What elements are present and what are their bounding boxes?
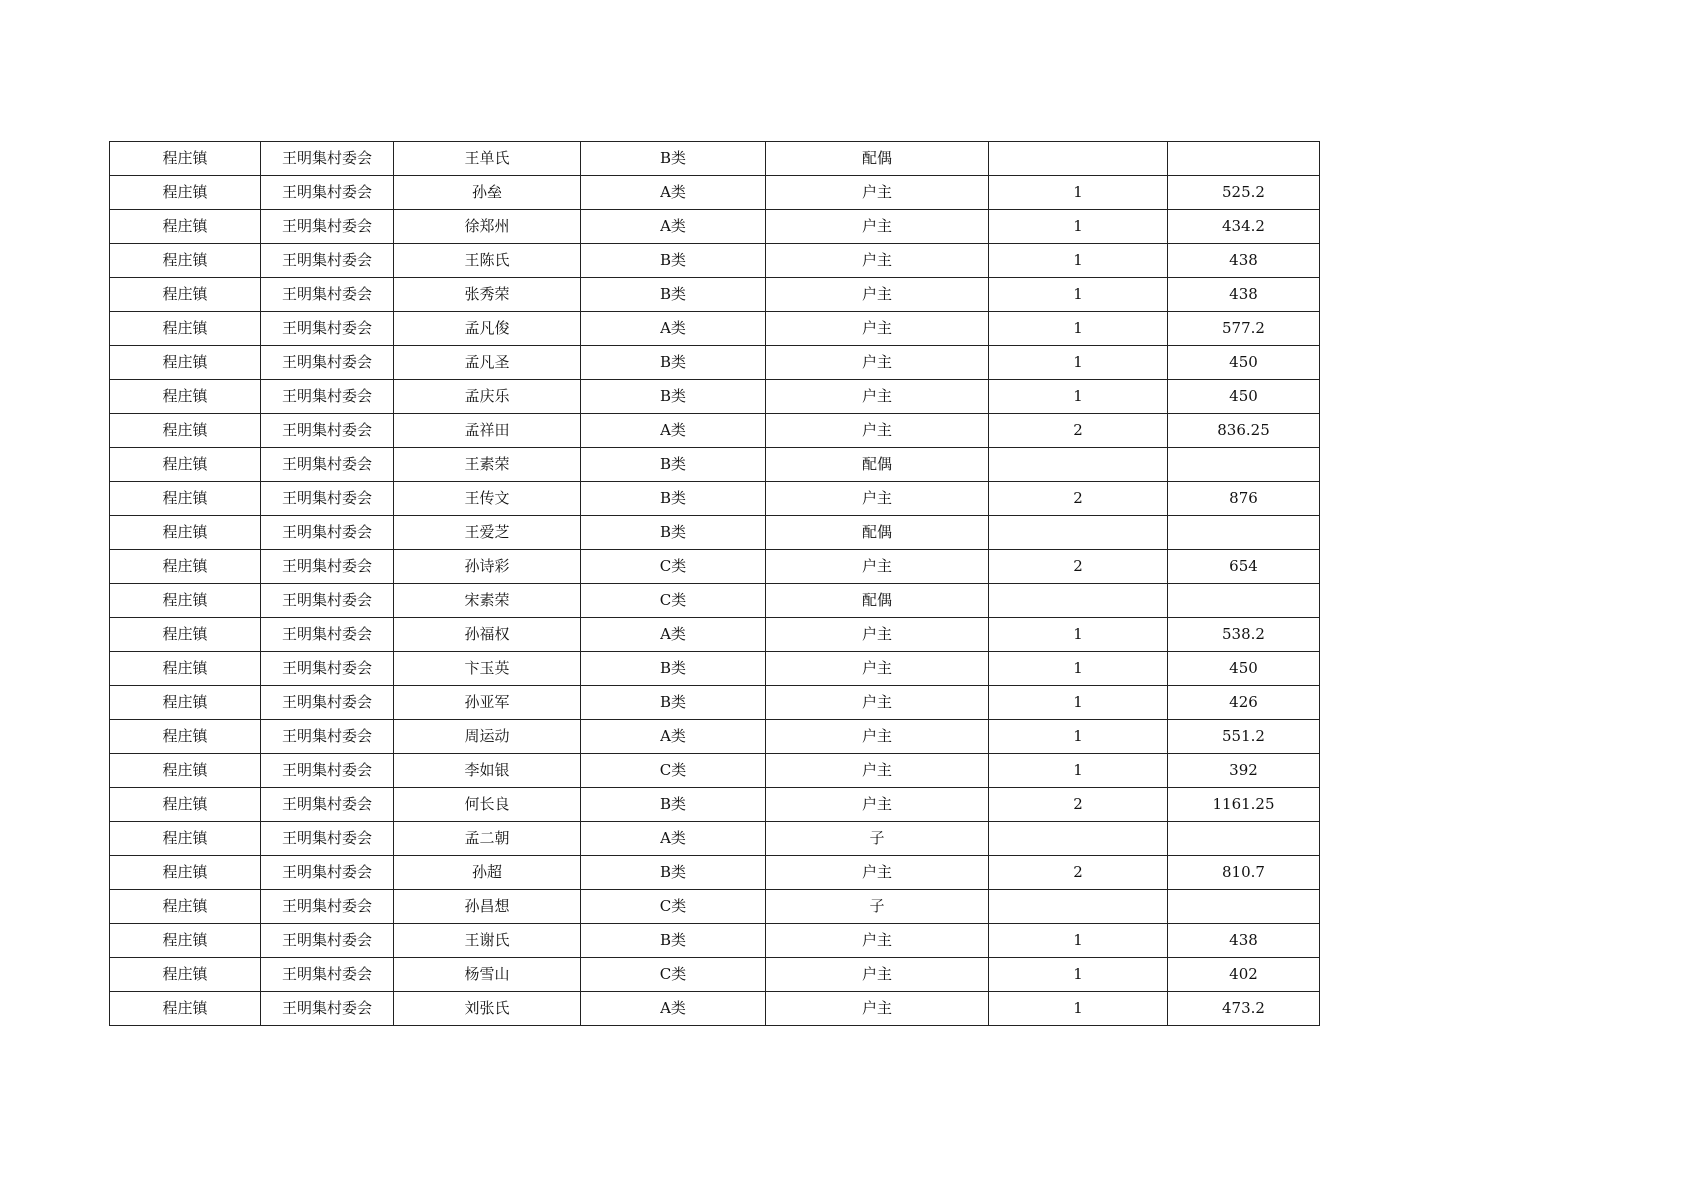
town-cell: 程庄镇 [110, 210, 261, 244]
town-cell: 程庄镇 [110, 142, 261, 176]
category-cell: B类 [581, 278, 766, 312]
name-cell: 卞玉英 [394, 652, 581, 686]
household-size-cell: 1 [989, 380, 1168, 414]
household-size-cell: 1 [989, 176, 1168, 210]
village-cell: 王明集村委会 [261, 278, 394, 312]
relation-cell: 户主 [766, 414, 989, 448]
village-cell: 王明集村委会 [261, 448, 394, 482]
name-cell: 王素荣 [394, 448, 581, 482]
town-cell: 程庄镇 [110, 924, 261, 958]
amount-cell [1168, 142, 1320, 176]
village-cell: 王明集村委会 [261, 482, 394, 516]
name-cell: 孟庆乐 [394, 380, 581, 414]
table-row [110, 142, 1320, 176]
amount-cell [1168, 890, 1320, 924]
category-cell: B类 [581, 482, 766, 516]
village-cell: 王明集村委会 [261, 414, 394, 448]
relation-cell: 配偶 [766, 584, 989, 618]
relation-cell: 户主 [766, 652, 989, 686]
name-cell: 孙福权 [394, 618, 581, 652]
name-cell: 王传文 [394, 482, 581, 516]
household-size-cell: 1 [989, 210, 1168, 244]
household-size-cell: 2 [989, 788, 1168, 822]
category-cell: B类 [581, 346, 766, 380]
amount-cell: 450 [1168, 652, 1320, 686]
amount-cell [1168, 822, 1320, 856]
relation-cell: 配偶 [766, 142, 989, 176]
table-row [110, 822, 1320, 856]
table-row [110, 448, 1320, 482]
table-row [110, 890, 1320, 924]
category-cell: C类 [581, 584, 766, 618]
village-cell: 王明集村委会 [261, 550, 394, 584]
household-size-cell [989, 890, 1168, 924]
amount-cell [1168, 516, 1320, 550]
town-cell: 程庄镇 [110, 550, 261, 584]
name-cell: 孙诗彩 [394, 550, 581, 584]
household-size-cell: 1 [989, 754, 1168, 788]
amount-cell: 392 [1168, 754, 1320, 788]
amount-cell: 402 [1168, 958, 1320, 992]
relation-cell: 户主 [766, 720, 989, 754]
table-row [110, 346, 1320, 380]
village-cell: 王明集村委会 [261, 516, 394, 550]
household-size-cell: 1 [989, 244, 1168, 278]
table-row [110, 380, 1320, 414]
household-size-cell: 1 [989, 924, 1168, 958]
relation-cell: 子 [766, 890, 989, 924]
household-size-cell: 1 [989, 992, 1168, 1026]
name-cell: 刘张氏 [394, 992, 581, 1026]
village-cell: 王明集村委会 [261, 312, 394, 346]
amount-cell: 473.2 [1168, 992, 1320, 1026]
name-cell: 王陈氏 [394, 244, 581, 278]
relation-cell: 户主 [766, 278, 989, 312]
name-cell: 孙垒 [394, 176, 581, 210]
category-cell: B类 [581, 652, 766, 686]
relation-cell: 户主 [766, 618, 989, 652]
town-cell: 程庄镇 [110, 448, 261, 482]
relation-cell: 户主 [766, 176, 989, 210]
household-size-cell [989, 142, 1168, 176]
town-cell: 程庄镇 [110, 584, 261, 618]
category-cell: A类 [581, 176, 766, 210]
household-size-cell: 2 [989, 856, 1168, 890]
relation-cell: 户主 [766, 244, 989, 278]
relation-cell: 户主 [766, 958, 989, 992]
amount-cell: 810.7 [1168, 856, 1320, 890]
category-cell: B类 [581, 448, 766, 482]
town-cell: 程庄镇 [110, 278, 261, 312]
amount-cell: 426 [1168, 686, 1320, 720]
table-row [110, 924, 1320, 958]
name-cell: 徐郑州 [394, 210, 581, 244]
town-cell: 程庄镇 [110, 720, 261, 754]
name-cell: 杨雪山 [394, 958, 581, 992]
category-cell: B类 [581, 924, 766, 958]
relation-cell: 户主 [766, 992, 989, 1026]
table-row [110, 584, 1320, 618]
household-size-cell: 2 [989, 414, 1168, 448]
household-size-cell [989, 584, 1168, 618]
town-cell: 程庄镇 [110, 312, 261, 346]
name-cell: 王单氏 [394, 142, 581, 176]
village-cell: 王明集村委会 [261, 924, 394, 958]
town-cell: 程庄镇 [110, 414, 261, 448]
table-row [110, 482, 1320, 516]
relation-cell: 户主 [766, 924, 989, 958]
relation-cell: 户主 [766, 346, 989, 380]
table-row [110, 176, 1320, 210]
name-cell: 张秀荣 [394, 278, 581, 312]
table-row [110, 754, 1320, 788]
town-cell: 程庄镇 [110, 380, 261, 414]
category-cell: B类 [581, 516, 766, 550]
table-row [110, 686, 1320, 720]
category-cell: B类 [581, 788, 766, 822]
relation-cell: 户主 [766, 210, 989, 244]
category-cell: B类 [581, 856, 766, 890]
household-size-cell: 1 [989, 720, 1168, 754]
village-cell: 王明集村委会 [261, 686, 394, 720]
name-cell: 王谢氏 [394, 924, 581, 958]
amount-cell: 450 [1168, 346, 1320, 380]
amount-cell: 438 [1168, 278, 1320, 312]
town-cell: 程庄镇 [110, 516, 261, 550]
village-cell: 王明集村委会 [261, 176, 394, 210]
name-cell: 何长良 [394, 788, 581, 822]
town-cell: 程庄镇 [110, 856, 261, 890]
village-cell: 王明集村委会 [261, 380, 394, 414]
category-cell: C类 [581, 958, 766, 992]
village-cell: 王明集村委会 [261, 890, 394, 924]
category-cell: A类 [581, 414, 766, 448]
category-cell: A类 [581, 822, 766, 856]
relation-cell: 配偶 [766, 516, 989, 550]
village-cell: 王明集村委会 [261, 210, 394, 244]
town-cell: 程庄镇 [110, 958, 261, 992]
table-row [110, 992, 1320, 1026]
name-cell: 王爱芝 [394, 516, 581, 550]
household-size-cell [989, 822, 1168, 856]
household-size-cell [989, 516, 1168, 550]
roster-table [109, 141, 1320, 1026]
name-cell: 宋素荣 [394, 584, 581, 618]
relation-cell: 户主 [766, 312, 989, 346]
amount-cell: 538.2 [1168, 618, 1320, 652]
category-cell: A类 [581, 210, 766, 244]
name-cell: 孙亚军 [394, 686, 581, 720]
household-size-cell: 2 [989, 550, 1168, 584]
table-row [110, 550, 1320, 584]
category-cell: A类 [581, 312, 766, 346]
table-row [110, 720, 1320, 754]
village-cell: 王明集村委会 [261, 652, 394, 686]
relation-cell: 户主 [766, 856, 989, 890]
name-cell: 孟二朝 [394, 822, 581, 856]
household-size-cell: 1 [989, 958, 1168, 992]
household-size-cell: 1 [989, 686, 1168, 720]
household-size-cell: 1 [989, 618, 1168, 652]
household-size-cell: 1 [989, 652, 1168, 686]
village-cell: 王明集村委会 [261, 958, 394, 992]
amount-cell: 1161.25 [1168, 788, 1320, 822]
amount-cell: 438 [1168, 924, 1320, 958]
village-cell: 王明集村委会 [261, 720, 394, 754]
category-cell: B类 [581, 380, 766, 414]
name-cell: 周运动 [394, 720, 581, 754]
village-cell: 王明集村委会 [261, 754, 394, 788]
category-cell: A类 [581, 618, 766, 652]
table-row [110, 312, 1320, 346]
household-size-cell: 1 [989, 346, 1168, 380]
name-cell: 孟凡俊 [394, 312, 581, 346]
name-cell: 孟凡圣 [394, 346, 581, 380]
table-row [110, 618, 1320, 652]
relation-cell: 户主 [766, 482, 989, 516]
category-cell: B类 [581, 244, 766, 278]
town-cell: 程庄镇 [110, 992, 261, 1026]
village-cell: 王明集村委会 [261, 788, 394, 822]
name-cell: 孙超 [394, 856, 581, 890]
town-cell: 程庄镇 [110, 686, 261, 720]
relation-cell: 子 [766, 822, 989, 856]
table-row [110, 278, 1320, 312]
relation-cell: 配偶 [766, 448, 989, 482]
table-row [110, 414, 1320, 448]
relation-cell: 户主 [766, 380, 989, 414]
town-cell: 程庄镇 [110, 822, 261, 856]
household-size-cell: 1 [989, 312, 1168, 346]
category-cell: C类 [581, 550, 766, 584]
amount-cell: 654 [1168, 550, 1320, 584]
amount-cell: 876 [1168, 482, 1320, 516]
relation-cell: 户主 [766, 788, 989, 822]
category-cell: C类 [581, 754, 766, 788]
category-cell: B类 [581, 686, 766, 720]
town-cell: 程庄镇 [110, 176, 261, 210]
amount-cell: 438 [1168, 244, 1320, 278]
name-cell: 李如银 [394, 754, 581, 788]
category-cell: B类 [581, 142, 766, 176]
village-cell: 王明集村委会 [261, 346, 394, 380]
amount-cell: 577.2 [1168, 312, 1320, 346]
town-cell: 程庄镇 [110, 346, 261, 380]
amount-cell: 551.2 [1168, 720, 1320, 754]
town-cell: 程庄镇 [110, 754, 261, 788]
village-cell: 王明集村委会 [261, 142, 394, 176]
relation-cell: 户主 [766, 686, 989, 720]
amount-cell [1168, 448, 1320, 482]
amount-cell: 525.2 [1168, 176, 1320, 210]
table-row [110, 244, 1320, 278]
table-row [110, 210, 1320, 244]
village-cell: 王明集村委会 [261, 584, 394, 618]
town-cell: 程庄镇 [110, 618, 261, 652]
amount-cell: 434.2 [1168, 210, 1320, 244]
household-size-cell: 1 [989, 278, 1168, 312]
village-cell: 王明集村委会 [261, 244, 394, 278]
amount-cell: 836.25 [1168, 414, 1320, 448]
table-row [110, 958, 1320, 992]
village-cell: 王明集村委会 [261, 822, 394, 856]
category-cell: A类 [581, 992, 766, 1026]
table-row [110, 516, 1320, 550]
town-cell: 程庄镇 [110, 788, 261, 822]
household-size-cell [989, 448, 1168, 482]
table-row [110, 856, 1320, 890]
relation-cell: 户主 [766, 754, 989, 788]
town-cell: 程庄镇 [110, 482, 261, 516]
village-cell: 王明集村委会 [261, 618, 394, 652]
name-cell: 孟祥田 [394, 414, 581, 448]
town-cell: 程庄镇 [110, 652, 261, 686]
table-row [110, 652, 1320, 686]
household-size-cell: 2 [989, 482, 1168, 516]
town-cell: 程庄镇 [110, 244, 261, 278]
table-row [110, 788, 1320, 822]
amount-cell: 450 [1168, 380, 1320, 414]
amount-cell [1168, 584, 1320, 618]
village-cell: 王明集村委会 [261, 856, 394, 890]
category-cell: C类 [581, 890, 766, 924]
name-cell: 孙昌想 [394, 890, 581, 924]
category-cell: A类 [581, 720, 766, 754]
town-cell: 程庄镇 [110, 890, 261, 924]
roster-table-body [110, 142, 1320, 1026]
relation-cell: 户主 [766, 550, 989, 584]
village-cell: 王明集村委会 [261, 992, 394, 1026]
